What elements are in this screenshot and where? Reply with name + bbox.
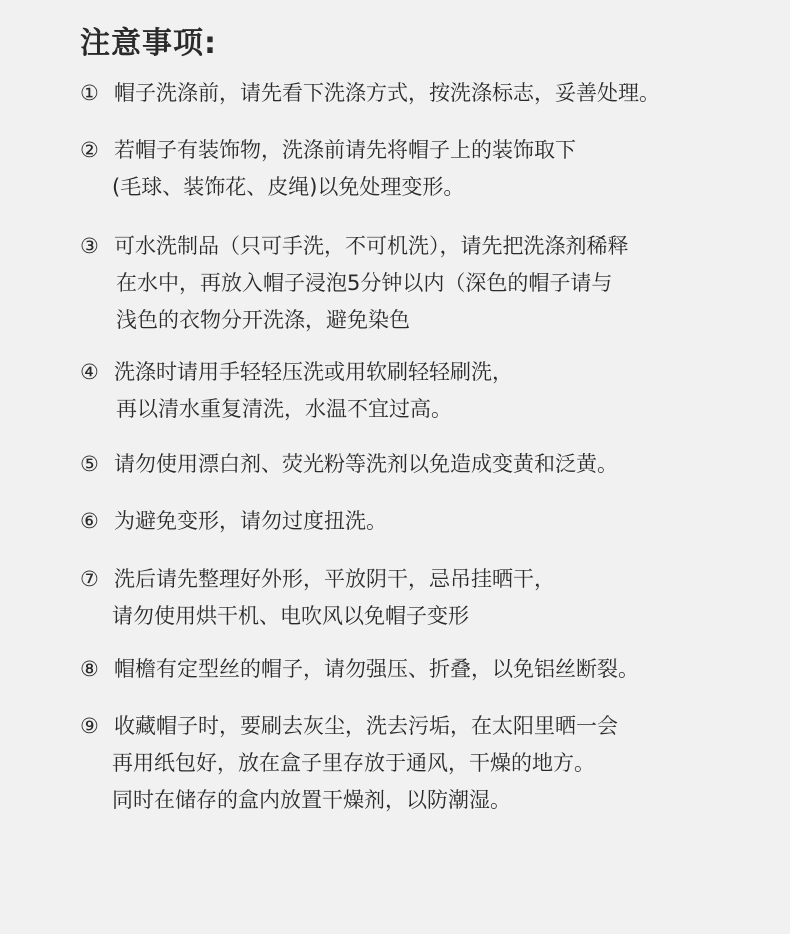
item-number: ⑤ xyxy=(80,452,99,476)
item-number: ① xyxy=(80,81,99,105)
item-text: 帽子洗涤前，请先看下洗涤方式，按洗涤标志，妥善处理。 xyxy=(114,81,660,105)
item-number: ④ xyxy=(80,360,99,384)
list-item xyxy=(80,446,618,483)
page-title: 注意事项: xyxy=(80,26,217,61)
item-text: 在水中，再放入帽子浸泡5分钟以内（深色的帽子请与 xyxy=(116,271,613,295)
list-item xyxy=(80,651,639,688)
item-text: 可水洗制品（只可手洗，不可机洗），请先把洗涤剂稀释 xyxy=(114,234,629,258)
item-text: 同时在储存的盒内放置干燥剂，以防潮湿。 xyxy=(112,788,511,812)
item-number: ③ xyxy=(80,234,99,258)
item-text: 收藏帽子时，要刷去灰尘，洗去污垢，在太阳里晒一会 xyxy=(114,714,618,738)
item-text: 洗后请先整理好外形，平放阴干，忌吊挂晒干， xyxy=(114,567,555,591)
item-text: 再以清水重复清洗，水温不宜过高。 xyxy=(116,397,452,421)
item-text: 帽檐有定型丝的帽子，请勿强压、折叠，以免铝丝断裂。 xyxy=(114,657,639,681)
item-text: (毛球、装饰花、皮绳)以免处理变形。 xyxy=(112,175,465,199)
item-number: ⑦ xyxy=(80,567,99,591)
list-item xyxy=(80,561,555,635)
item-number: ② xyxy=(80,138,99,162)
item-number: ⑧ xyxy=(80,657,99,681)
item-text: 请勿使用烘干机、电吹风以免帽子变形 xyxy=(112,604,469,628)
list-item xyxy=(80,503,387,540)
item-text: 若帽子有装饰物，洗涤前请先将帽子上的装饰取下 xyxy=(114,138,576,162)
item-text: 再用纸包好，放在盒子里存放于通风，干燥的地方。 xyxy=(112,751,595,775)
list-item xyxy=(80,708,618,819)
list-item xyxy=(80,354,513,428)
item-number: ⑥ xyxy=(80,509,99,533)
item-text: 浅色的衣物分开洗涤，避免染色 xyxy=(116,308,410,332)
list-item xyxy=(80,75,660,112)
list-item xyxy=(80,132,576,206)
item-text: 为避免变形，请勿过度扭洗。 xyxy=(114,509,387,533)
item-text: 请勿使用漂白剂、荧光粉等洗剂以免造成变黄和泛黄。 xyxy=(114,452,618,476)
item-number: ⑨ xyxy=(80,714,99,738)
list-item xyxy=(80,228,629,339)
item-text: 洗涤时请用手轻轻压洗或用软刷轻轻刷洗， xyxy=(114,360,513,384)
